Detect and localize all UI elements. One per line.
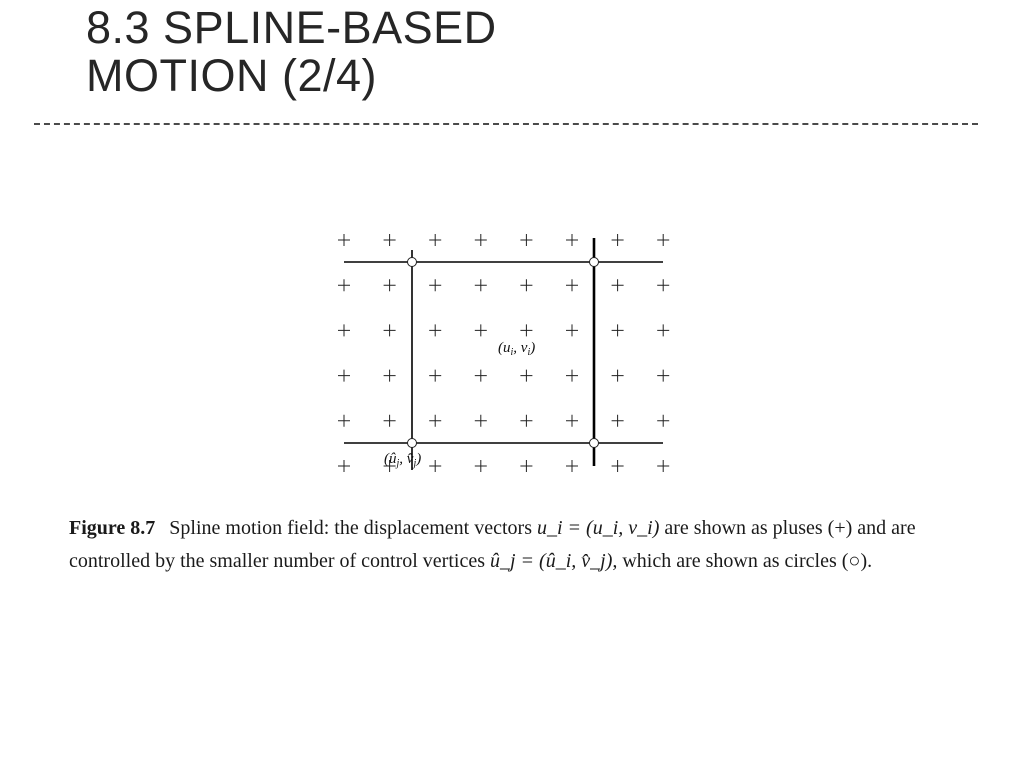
control-vertex-top-left (408, 258, 417, 267)
caption-text-1: Spline motion field: the displacement vectors (169, 517, 532, 539)
displacement-plus-marker (429, 370, 441, 382)
displacement-plus-marker (520, 324, 532, 336)
displacement-plus-marker (338, 324, 350, 336)
displacement-plus-marker (657, 370, 669, 382)
slide-title-line-2: MOTION (2/4) (86, 50, 378, 101)
displacement-plus-marker (566, 234, 578, 246)
displacement-plus-marker (429, 324, 441, 336)
displacement-plus-marker (612, 279, 624, 291)
displacement-plus-marker (657, 234, 669, 246)
displacement-plus-marker (520, 234, 532, 246)
displacement-plus-marker (657, 324, 669, 336)
displacement-plus-marker (384, 279, 396, 291)
displacement-plus-marker (566, 460, 578, 472)
displacement-plus-marker (429, 279, 441, 291)
control-vertex-bottom-left (408, 439, 417, 448)
displacement-plus-marker (657, 460, 669, 472)
displacement-plus-marker (520, 460, 532, 472)
displacement-plus-marker (475, 370, 487, 382)
displacement-plus-marker (384, 324, 396, 336)
displacement-vector-label: ($u_i$, $v_i$) (498, 340, 536, 358)
displacement-plus-marker (384, 415, 396, 427)
displacement-plus-marker (520, 279, 532, 291)
displacement-plus-marker (612, 234, 624, 246)
displacement-plus-marker (612, 324, 624, 336)
displacement-plus-marker (429, 415, 441, 427)
displacement-plus-marker (338, 370, 350, 382)
caption-math-1: u_i = (u_i, v_i) (537, 517, 660, 539)
displacement-plus-marker (475, 460, 487, 472)
displacement-plus-marker (429, 460, 441, 472)
displacement-plus-marker (612, 370, 624, 382)
control-vertex-label: ($û_j$, $v̂_j$) (384, 451, 422, 469)
displacement-plus-marker (566, 370, 578, 382)
displacement-plus-marker (338, 279, 350, 291)
displacement-plus-marker (475, 324, 487, 336)
displacement-plus-marker (429, 234, 441, 246)
caption-text-3: which are shown as circles (○). (622, 550, 873, 572)
caption-text-2: are shown as pluses (+) and are controlled by the smaller number of control vertices (69, 517, 916, 572)
displacement-plus-marker (384, 234, 396, 246)
control-vertex-bottom-right (590, 439, 599, 448)
displacement-plus-marker (612, 415, 624, 427)
displacement-plus-marker (566, 324, 578, 336)
figure-caption (69, 512, 939, 578)
displacement-plus-marker (520, 415, 532, 427)
displacement-plus-marker (338, 415, 350, 427)
displacement-plus-marker (566, 415, 578, 427)
control-vertex-top-right (590, 258, 599, 267)
figure-label: Figure 8.7 (69, 517, 156, 539)
displacement-plus-marker (475, 279, 487, 291)
displacement-plus-marker (475, 234, 487, 246)
displacement-plus-marker (338, 234, 350, 246)
displacement-plus-marker (657, 415, 669, 427)
displacement-plus-marker (475, 415, 487, 427)
caption-math-2: û_j = (û_i, v̂_j), (489, 550, 618, 572)
displacement-plus-marker (612, 460, 624, 472)
displacement-plus-marker (657, 279, 669, 291)
displacement-plus-marker (566, 279, 578, 291)
slide-title-line-1: 8.3 SPLINE-BASED (86, 2, 497, 53)
displacement-plus-marker (338, 460, 350, 472)
displacement-plus-marker (384, 370, 396, 382)
displacement-plus-marker (520, 370, 532, 382)
